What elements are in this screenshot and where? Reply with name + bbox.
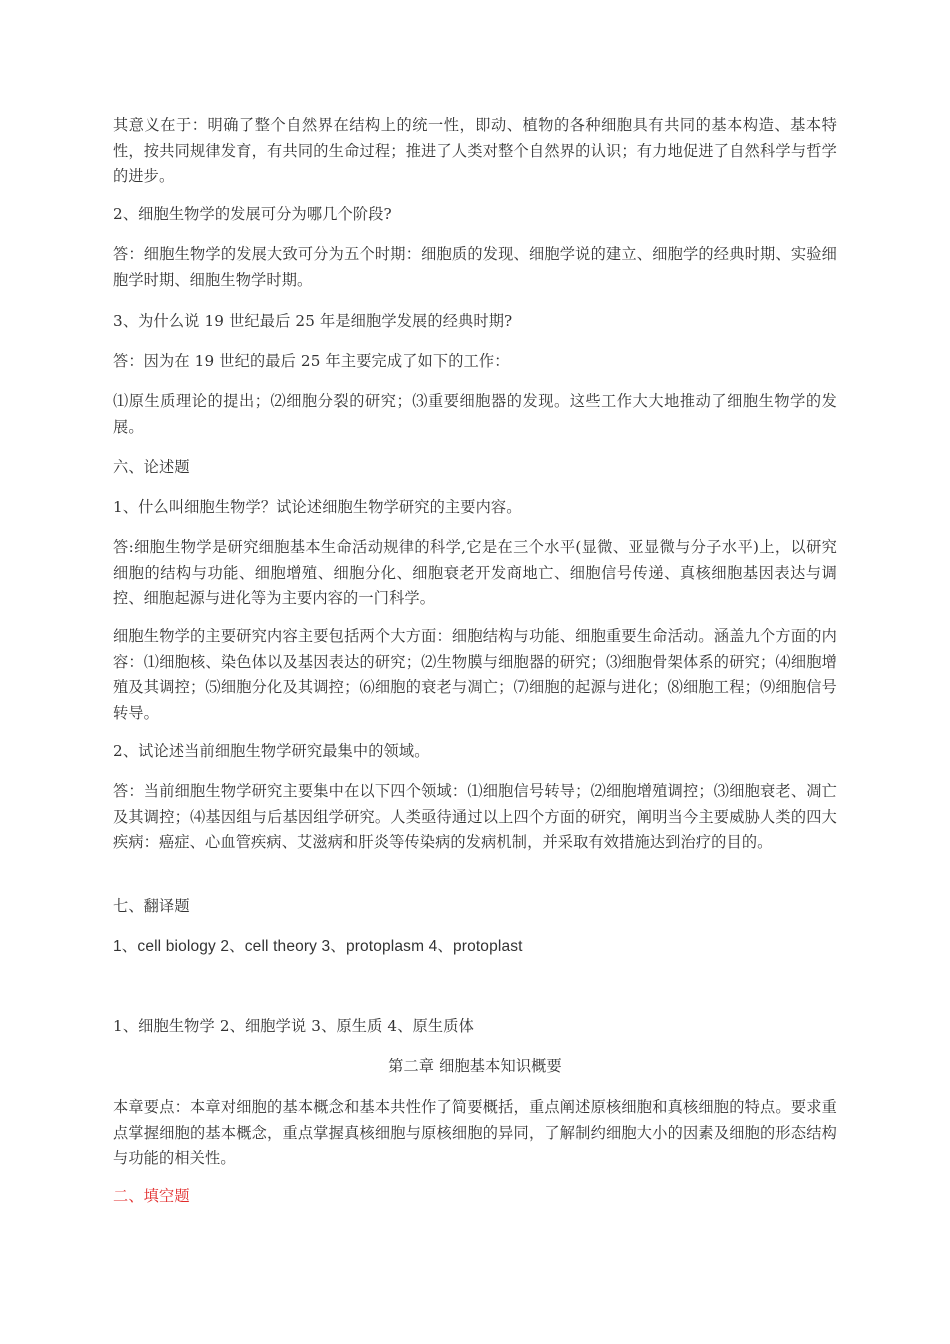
answer-6-1-contents: 细胞生物学的主要研究内容主要包括两个大方面：细胞结构与功能、细胞重要生命活动。涵盖九个方面的内容：⑴细胞核、染色体以及基因表达的研究；⑵生物膜与细胞器的研究；⑶细胞骨架体系的研究；⑷细胞增殖及其调控；⑸细胞分化及其调控；⑹细胞的衰老与凋亡；⑺细胞的起源与进化；⑻细胞工程；⑼细胞信号转导。 — [113, 627, 837, 722]
answer-6-1-definition: 答:细胞生物学是研究细胞基本生命活动规律的科学,它是在三个水平(显微、亚显微与分子水平)上，以研究细胞的结构与功能、细胞增殖、细胞分化、细胞衰老开发商地亡、细胞信号传递、真核细胞基因表达与调控、细胞起源与进化等为主要内容的一门科学。 — [113, 538, 837, 607]
question-6-1: 1、什么叫细胞生物学？试论述细胞生物学研究的主要内容。 — [113, 498, 522, 516]
translation-english-terms: 1、cell biology 2、cell theory 3、protoplasm 4、protoplast — [113, 938, 523, 955]
answer-6-2: 答：当前细胞生物学研究主要集中在以下四个领域：⑴细胞信号转导；⑵细胞增殖调控；⑶细胞衰老、凋亡及其调控；⑷基因组与后基因组学研究。人类亟待通过以上四个方面的研究，阐明当今主要威胁人类的四大疾病：癌症、心血管疾病、艾滋病和肝炎等传染病的发病机制，并采取有效措施达到治疗的目的。 — [113, 782, 837, 851]
translation-chinese-terms: 1、细胞生物学 2、细胞学说 3、原生质 4、原生质体 — [113, 1017, 474, 1035]
section-7-heading: 七、翻译题 — [113, 897, 190, 915]
answer-3-intro: 答：因为在 19 世纪的最后 25 年主要完成了如下的工作： — [113, 352, 510, 370]
section-2-fill-blank-heading: 二、填空题 — [113, 1187, 190, 1205]
chapter-2-title: 第二章 细胞基本知识概要 — [388, 1057, 562, 1075]
paragraph-significance: 其意义在于：明确了整个自然界在结构上的统一性，即动、植物的各种细胞具有共同的基本构造、基本特性，按共同规律发育，有共同的生命过程；推进了人类对整个自然界的认识；有力地促进了自然科学与哲学的进步。 — [113, 116, 837, 185]
answer-3-list: ⑴原生质理论的提出；⑵细胞分裂的研究；⑶重要细胞器的发现。这些工作大大地推动了细胞生物学的发展。 — [113, 392, 837, 436]
chapter-2-summary: 本章要点：本章对细胞的基本概念和基本共性作了简要概括，重点阐述原核细胞和真核细胞的特点。要求重点掌握细胞的基本概念，重点掌握真核细胞与原核细胞的异同，了解制约细胞大小的因素及细胞的形态结构与功能的相关性。 — [113, 1098, 837, 1167]
answer-2-stages: 答：细胞生物学的发展大致可分为五个时期：细胞质的发现、细胞学说的建立、细胞学的经典时期、实验细胞学时期、细胞生物学时期。 — [113, 245, 837, 289]
question-3-classic-period: 3、为什么说 19 世纪最后 25 年是细胞学发展的经典时期? — [113, 312, 513, 330]
question-6-2: 2、试论述当前细胞生物学研究最集中的领域。 — [113, 742, 430, 760]
question-2-stages: 2、细胞生物学的发展可分为哪几个阶段? — [113, 205, 392, 223]
section-6-heading: 六、论述题 — [113, 458, 190, 476]
